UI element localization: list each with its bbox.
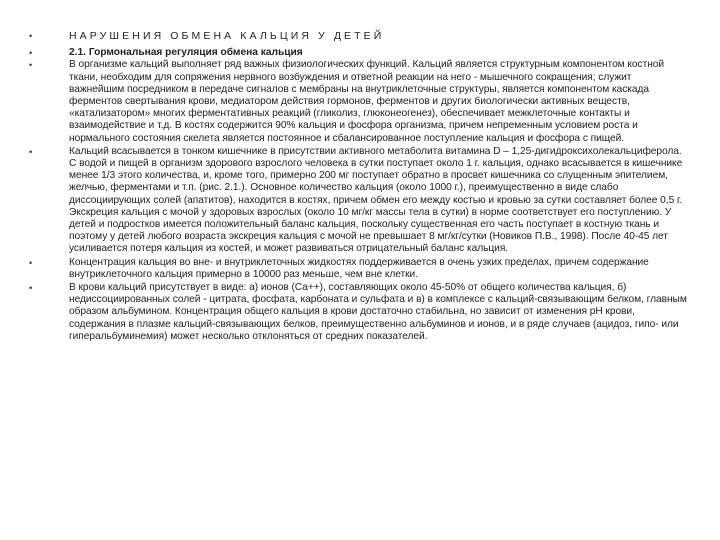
- paragraph-text: В организме кальций выполняет ряд важных физиологических функций. Кальций является структурным компонентом костной ткани, необходим для сопряжения нервного возбуждения и ответной реакции на него - мышечного сокращения; служит важнейшим посредником в передаче сигналов с мембраны на внутриклеточные структуры, является компонентом каскада ферментов свертывания крови, медиатором действия гормонов, ферментов и других биологически активных веществ, «катализатором» многих ферментативных реакций (гликолиз, глюконеогенез), обеспечивает межклеточные контакты и взаимодействие и т.д. В костях содержится 90% кальция и фосфора организма, причем непременным условием роста и нормального состояния скелета является постоянное и сбалансированное поступление кальция и фосфора с пищей.: [69, 59, 665, 144]
- list-item-paragraph: [29, 257, 689, 281]
- list-item-paragraph: [29, 59, 689, 144]
- paragraph-text: Кальций всасывается в тонком кишечнике в присутствии активного метаболита витамина D – 1,25-дигидроксихолекальциферола. С водой и пищей в организм здорового взрослого человека в сутки поступает около 1 г. кальция, однако всасывается в кишечнике менее 1/3 этого количества, и, кроме того, примерно 200 мг поступает обратно в просвет кишечника со слущенным эпителием, желчью, ферментами и т.п. (рис. 2.1.). Основное количество кальция (около 1000 г.), преимущественно в виде слабо диссоциирующих солей (апатитов), находится в костях, причем обмен его между костью и кровью за сутки составляет более 0,5 г. Экскреция кальция с мочой у здоровых взрослых (около 10 мг/кг массы тела в сутки) в норме соответствует его поступлению. У детей и подростков имеется положительный баланс кальция, поскольку существенная его часть поступает в костную ткань и поэтому у детей любого возраста экскреция кальция с мочой не превышает 8 мг/кг/сутки (Новиков П.В., 1998). После 40-45 лет усиливается потеря кальция из костей, и может развиваться отрицательный баланс кальция.: [69, 145, 683, 255]
- list-item-paragraph: [29, 146, 689, 256]
- bullet-marker: •: [29, 146, 33, 157]
- section-subtitle: 2.1. Гормональная регуляция обмена кальция: [69, 47, 303, 59]
- paragraph-text: В крови кальций присутствует в виде: а) ионов (Са++), составляющих около 45-50% от общего количества кальция, б) недиссоциированных солей - цитрата, фосфата, карбоната и сульфата и в) в комплексе с кальций-связывающим белком, главным образом альбумином. Концентрация общего кальция в крови достаточно стабильна, но зависит от изменения рН крови, содержания в плазме кальций-связывающих белков, преимущественно альбуминов и ионов, и в ряде случаев (ацидоз, гипо- или гиперальбуминемия) может несколько отклоняться от средних показателей.: [69, 282, 687, 342]
- bullet-marker: •: [29, 257, 33, 268]
- list-item-paragraph: [29, 282, 689, 343]
- paragraph-text: Концентрация кальция во вне- и внутриклеточных жидкостях поддерживается в очень узких пределах, причем содержание внутриклеточного кальция примерно в 10000 раз меньше, чем вне клетки.: [69, 256, 649, 280]
- document-bullet-list: [29, 30, 689, 343]
- bullet-marker: •: [29, 31, 33, 41]
- document-title: НАРУШЕНИЯ ОБМЕНА КАЛЬЦИЯ У ДЕТЕЙ: [69, 30, 385, 42]
- bullet-marker: •: [29, 48, 33, 59]
- bullet-marker: •: [29, 283, 33, 294]
- list-item-subtitle: [29, 47, 689, 59]
- list-item-title: [29, 30, 689, 43]
- bullet-marker: •: [29, 60, 33, 71]
